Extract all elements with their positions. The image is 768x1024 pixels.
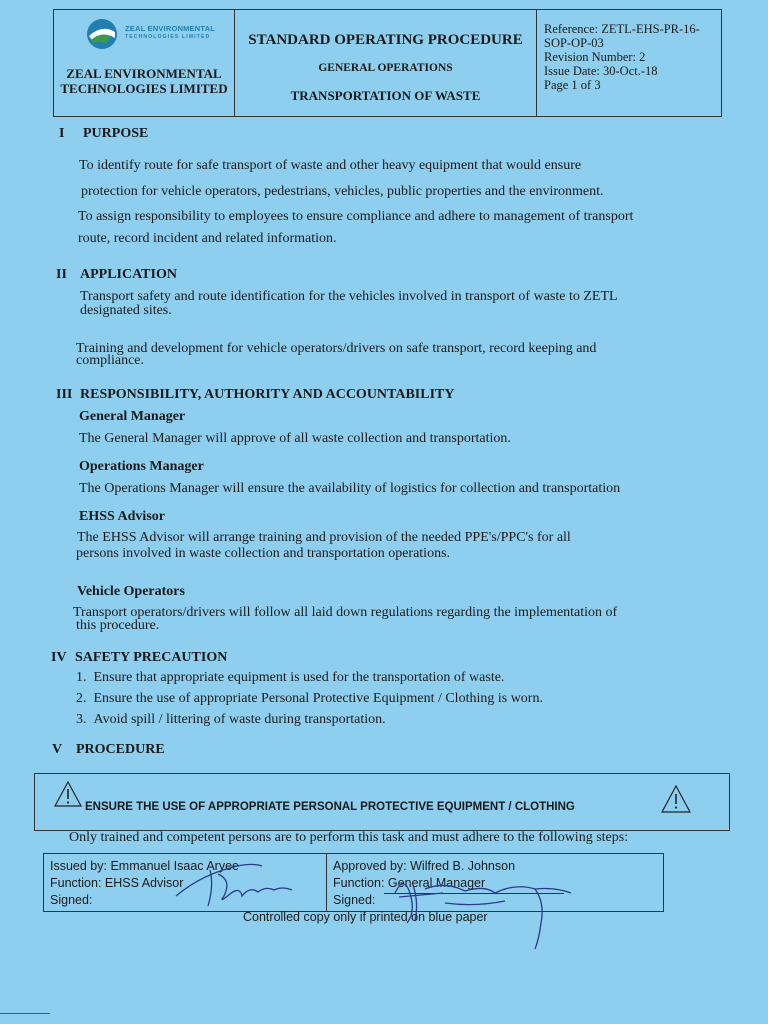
- section-application-heading: [56, 267, 177, 283]
- role-text-vehicle-operators: this procedure.: [76, 618, 160, 633]
- purpose-line: protection for vehicle operators, pedestrians, vehicles, public properties and the environment.: [81, 184, 604, 199]
- section-title: PROCEDURE: [76, 742, 165, 757]
- issued-by: Issued by: Emmanuel Isaac Aryee: [50, 859, 239, 873]
- approved-by: Approved by: Wilfred B. Johnson: [333, 859, 516, 873]
- section-safety-heading: [51, 650, 227, 666]
- logo-cell: [54, 10, 235, 116]
- application-text: compliance.: [76, 353, 145, 368]
- ppe-warning-box: [34, 773, 730, 831]
- company-line1: ZEAL ENVIRONMENTAL: [66, 66, 222, 81]
- issuer-signature: [170, 856, 310, 914]
- section-numeral: III: [56, 387, 73, 402]
- issued-signed-label: Signed:: [50, 893, 93, 907]
- role-text-ehss-advisor: The EHSS Advisor will arrange training and provision of the needed PPE's/PPC's for all: [77, 530, 571, 545]
- purpose-line: To identify route for safe transport of waste and other heavy equipment that would ensure: [79, 158, 582, 173]
- revision-number: Revision Number: 2: [544, 50, 646, 64]
- role-text-vehicle-operators: Transport operators/drivers will follow all laid down regulations regarding the implementation of: [73, 605, 618, 620]
- ppe-warning-text: ENSURE THE USE OF APPROPRIATE PERSONAL PROTECTIVE EQUIPMENT / CLOTHING: [85, 801, 575, 813]
- role-title-general-manager: General Manager: [79, 409, 186, 424]
- safety-item: [76, 669, 504, 686]
- issued-function: Function: EHSS Advisor: [50, 876, 184, 890]
- application-text: Transport safety and route identification for the vehicles involved in transport of waste to ZETL: [80, 289, 618, 304]
- approved-signed-label: Signed:: [333, 893, 376, 907]
- page-number: Page 1 of 3: [544, 78, 601, 92]
- safety-item-text: Ensure the use of appropriate Personal Protective Equipment / Clothing is worn.: [93, 691, 543, 706]
- section-numeral: II: [56, 267, 67, 282]
- logo-line1: ZEAL ENVIRONMENTAL: [125, 24, 215, 33]
- application-text: Training and development for vehicle operators/drivers on safe transport, record keeping and: [76, 341, 597, 356]
- safety-item-text: Ensure that appropriate equipment is used for the transportation of waste.: [93, 670, 505, 685]
- reference-cell: [537, 10, 721, 116]
- title-cell: [235, 10, 537, 116]
- section-numeral: I: [59, 126, 65, 141]
- header-table: [53, 9, 722, 117]
- application-text: designated sites.: [80, 303, 172, 318]
- section-title: SAFETY PRECAUTION: [75, 650, 228, 665]
- section-numeral: IV: [51, 650, 67, 665]
- role-title-ehss-advisor: EHSS Advisor: [79, 509, 165, 524]
- safety-item: [76, 690, 543, 707]
- company-line2: TECHNOLOGIES LIMITED: [60, 81, 228, 96]
- section-responsibility-heading: [56, 387, 454, 403]
- section-title: PURPOSE: [83, 126, 149, 141]
- logo-line2: TECHNOLOGIES LIMITED: [125, 34, 211, 40]
- section-purpose-heading: [59, 126, 148, 142]
- page-edge-line: [0, 1013, 50, 1014]
- safety-item-number: 3.: [76, 712, 87, 727]
- section-procedure-heading: [52, 742, 165, 758]
- controlled-copy-note: Controlled copy only if printed on blue paper: [243, 910, 488, 924]
- section-numeral: V: [52, 742, 63, 757]
- approved-function: Function: General Manager: [333, 876, 486, 890]
- logo-wordmark: [125, 24, 215, 42]
- role-text-general-manager: The General Manager will approve of all waste collection and transportation.: [79, 431, 511, 446]
- procedure-instruction: Only trained and competent persons are to perform this task and must adhere to the following steps:: [69, 830, 629, 845]
- document-subject: TRANSPORTATION OF WASTE: [290, 88, 481, 103]
- safety-item-number: 1.: [76, 670, 87, 685]
- warning-icon: [54, 781, 82, 807]
- warning-icon: [661, 785, 691, 813]
- company-logo-icon: [86, 18, 118, 50]
- approver-signature: [385, 863, 585, 953]
- section-title: APPLICATION: [80, 267, 177, 282]
- reference-line1: Reference: ZETL-EHS-PR-16-: [544, 22, 700, 36]
- safety-item: [76, 711, 386, 728]
- section-title: RESPONSIBILITY, AUTHORITY AND ACCOUNTABILITY: [80, 387, 455, 402]
- document-title: STANDARD OPERATING PROCEDURE: [248, 32, 523, 48]
- issue-date: Issue Date: 30-Oct.-18: [544, 64, 658, 78]
- role-title-operations-manager: Operations Manager: [79, 459, 204, 474]
- safety-item-number: 2.: [76, 691, 87, 706]
- role-text-ehss-advisor: persons involved in waste collection and transportation operations.: [76, 546, 451, 561]
- document-category: GENERAL OPERATIONS: [318, 62, 453, 74]
- role-title-vehicle-operators: Vehicle Operators: [77, 584, 185, 599]
- safety-item-text: Avoid spill / littering of waste during transportation.: [93, 712, 386, 727]
- reference-line2: SOP-OP-03: [544, 36, 604, 50]
- purpose-line: To assign responsibility to employees to ensure compliance and adhere to management of transport: [78, 209, 634, 224]
- purpose-line: route, record incident and related information.: [78, 231, 337, 246]
- role-text-operations-manager: The Operations Manager will ensure the availability of logistics for collection and transportation: [79, 481, 621, 496]
- company-name: [54, 66, 234, 96]
